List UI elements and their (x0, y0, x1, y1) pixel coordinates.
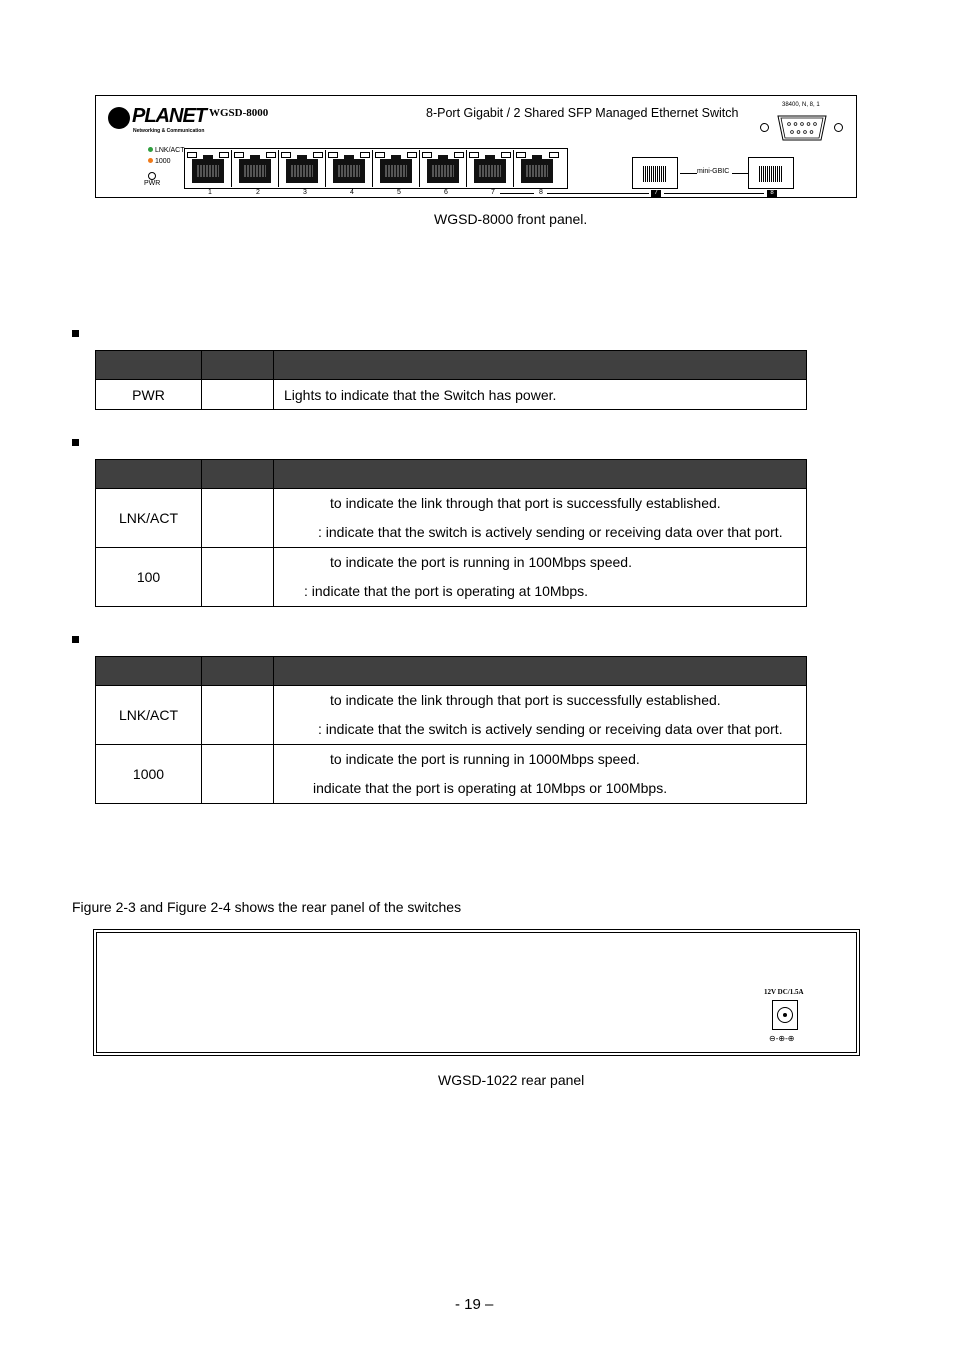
led-color-cell (202, 745, 274, 804)
screw-icon (834, 123, 843, 132)
table-row (96, 380, 807, 410)
rj45-port-icon (467, 150, 514, 187)
rj45-port-icon (420, 150, 467, 187)
page-number: - 19 – (455, 1296, 494, 1313)
led-function-cell: Lights to indicate that the Switch has power. (274, 380, 807, 410)
led-table-system (95, 350, 807, 410)
table-row (96, 745, 807, 804)
port-number: 2 (256, 189, 260, 196)
table-row (96, 489, 807, 548)
led-legend-lnk-act: LNK/ACT (148, 147, 185, 154)
led-function-cell: to indicate the link through that port is successfully established. : indicate that the switch is actively sending or receiving data over that port. (274, 489, 807, 548)
rear-panel-intro: Figure 2-3 and Figure 2-4 shows the rear panel of the switches (72, 899, 462, 915)
rj45-port-icon (514, 150, 561, 187)
port-number: 1 (208, 189, 212, 196)
led-name-cell: LNK/ACT (96, 489, 202, 548)
table-header-row (96, 351, 807, 380)
table-row (96, 548, 807, 607)
rj45-port-group (184, 148, 568, 189)
rj45-port-icon (373, 150, 420, 187)
pwr-label: PWR (144, 180, 161, 187)
led-table-gigabit-ports (95, 656, 807, 804)
port-number: 3 (303, 189, 307, 196)
led-color-cell (202, 686, 274, 745)
led-legend-1000: 1000 (148, 158, 171, 165)
led-name-cell: PWR (96, 380, 202, 410)
orange-led-icon (148, 158, 153, 163)
led-color-cell (202, 489, 274, 548)
rear-panel-illustration (93, 929, 860, 1056)
green-led-icon (148, 147, 153, 152)
planet-logo: PLANET Networking & Communication (108, 106, 200, 132)
screw-icon (760, 123, 769, 132)
db9-console-port-icon (776, 114, 828, 142)
led-function-cell: to indicate the link through that port is successfully established. : indicate that the switch is actively sending or receiving data over that port. (274, 686, 807, 745)
front-panel-illustration (95, 95, 857, 198)
polarity-icon: ⊖-⊕-⊕ (769, 1034, 795, 1043)
port-number: 5 (397, 189, 401, 196)
power-rating-label: 12V DC/1.5A (764, 988, 804, 996)
bullet-icon (72, 439, 79, 446)
dc-power-jack-icon (772, 1000, 798, 1030)
table-header-row (96, 657, 807, 686)
rj45-port-icon (326, 150, 373, 187)
bullet-icon (72, 636, 79, 643)
rj45-port-icon (185, 150, 232, 187)
port-number: 6 (444, 189, 448, 196)
port-number: 8 (539, 189, 543, 196)
port-number: 4 (350, 189, 354, 196)
sfp-slot-icon (632, 157, 678, 189)
table-row (96, 686, 807, 745)
led-table-10-100-ports (95, 459, 807, 607)
console-settings-label: 38400, N, 8, 1 (782, 102, 820, 108)
port-number: 7 (491, 189, 495, 196)
led-name-cell: 100 (96, 548, 202, 607)
led-function-cell: to indicate the port is running in 100Mbps speed. : indicate that the port is operating at 10Mbps. (274, 548, 807, 607)
rear-panel-caption: WGSD-1022 rear panel (438, 1072, 585, 1088)
panel-description: 8-Port Gigabit / 2 Shared SFP Managed Ethernet Switch (426, 106, 739, 120)
front-panel-caption: WGSD-8000 front panel. (434, 211, 588, 227)
sfp-slot-icon (748, 157, 794, 189)
led-name-cell: LNK/ACT (96, 686, 202, 745)
sfp-number-tag: 7 (651, 190, 661, 197)
bullet-icon (72, 330, 79, 337)
led-name-cell: 1000 (96, 745, 202, 804)
mini-gbic-label: mini-GBIC (697, 168, 730, 175)
rj45-port-icon (232, 150, 279, 187)
model-name: WGSD-8000 (209, 107, 269, 119)
sfp-number-tag: 8 (767, 190, 777, 197)
table-header-row (96, 460, 807, 489)
power-led-icon (148, 172, 156, 180)
led-color-cell (202, 380, 274, 410)
led-color-cell (202, 548, 274, 607)
led-function-cell: to indicate the port is running in 1000Mbps speed. indicate that the port is operating at 10Mbps or 100Mbps. (274, 745, 807, 804)
rj45-port-icon (279, 150, 326, 187)
